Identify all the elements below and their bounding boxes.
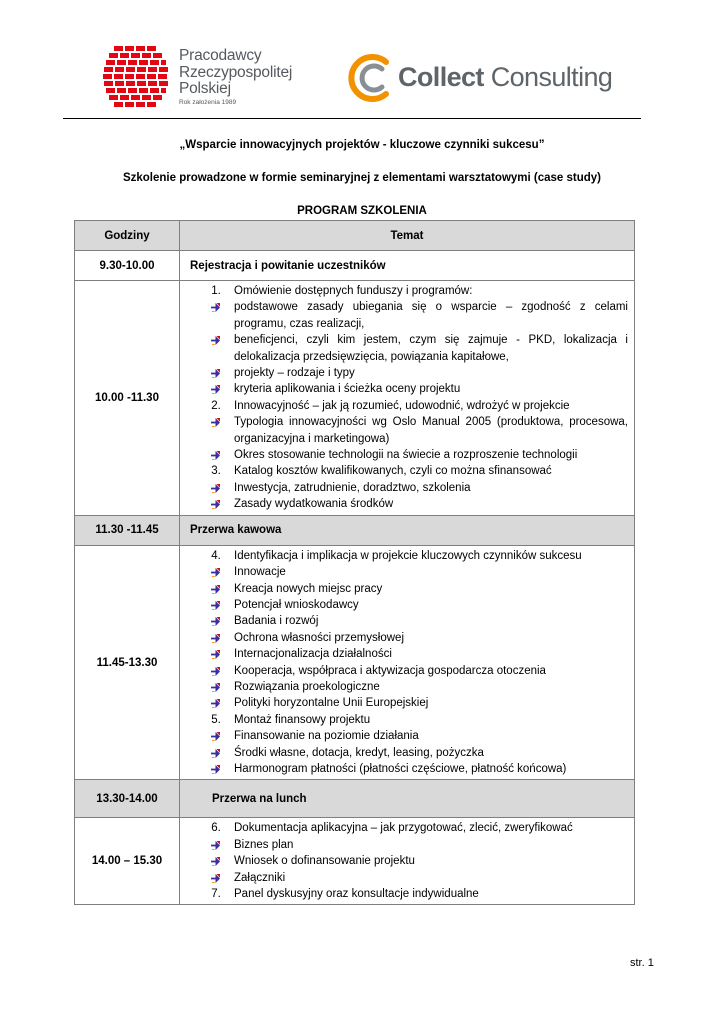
cc-logo-mark [346,52,398,104]
list-item-text: Biznes plan [234,838,294,851]
topic-cell: Rejestracja i powitanie uczestników [180,251,635,281]
list-item-text: Montaż finansowy projektu [234,713,371,726]
arrow-bullet-icon [211,765,220,774]
program-heading: PROGRAM SZKOLENIA [297,205,427,217]
prp-stripe [106,60,166,65]
time-cell: 14.00 – 15.30 [75,818,180,905]
arrow-bullet-icon [211,385,220,394]
list-item-text: Omówienie dostępnych funduszy i programów: [234,285,473,297]
list-item [204,332,628,365]
collect-consulting-logo [346,52,613,104]
time-cell: 11.45-13.30 [75,545,180,780]
topic-list [180,546,634,780]
list-item-text: Polityki horyzontalne Unii Europejskiej [234,697,429,710]
arrow-bullet-icon [211,585,220,594]
prp-stripe [114,46,158,51]
list-item [204,820,628,836]
header-cell-topic: Temat [180,221,635,251]
prp-stripe [109,95,163,100]
arrow-bullet-icon [211,749,220,758]
program-table [74,220,635,905]
time-cell: 10.00 -11.30 [75,281,180,516]
list-item [204,745,628,761]
list-item [204,663,628,679]
list-item [204,496,628,512]
arrow-bullet-icon [211,601,220,610]
list-item-text: Ochrona własności przemysłowej [234,631,405,644]
list-item-text: Zasady wydatkowania środków [234,498,394,511]
topic-list [180,818,634,904]
list-item-text: Załączniki [234,871,286,884]
arrow-bullet-icon [211,683,220,692]
arrow-bullet-icon [211,841,220,850]
prp-logo-text [179,48,292,98]
arrow-bullet-icon [211,617,220,626]
list-item [204,447,628,463]
page-number: str. 1 [630,957,654,969]
list-item [204,463,628,479]
list-item-text: projekty – rodzaje i typy [234,367,355,380]
cc-logo-name-bold: Collect [398,62,484,92]
table-row [75,281,635,516]
cc-logo-text [398,60,612,94]
arrow-bullet-icon [211,874,220,883]
arrow-bullet-icon [211,732,220,741]
list-item [204,381,628,397]
cc-logo-name-regular: Consulting [483,62,613,92]
list-item-text: Dokumentacja aplikacyjna – jak przygotować, zlecić, zweryfikować [234,822,573,835]
list-item-text: Wniosek o dofinansowanie projektu [234,855,415,868]
list-item [204,548,628,564]
topic-cell: Przerwa na lunch [180,780,635,818]
table-header-row [75,221,635,251]
arrow-bullet-icon [211,451,220,460]
list-item [204,695,628,711]
list-item-text: Kreacja nowych miejsc pracy [234,582,383,595]
list-item [204,480,628,496]
table-row [75,818,635,905]
topic-list [180,281,634,515]
list-item-text: beneficjenci, czyli kim jestem, czym się zajmuje - PKD, lokalizacja i delokalizacja przedsięwzięcia, powiązania kapitałowe, [234,334,628,363]
number-marker: 7. [211,888,221,900]
list-item-text: Środki własne, dotacja, kredyt, leasing, pożyczka [234,746,484,759]
program-table-body [75,221,635,905]
arrow-bullet-icon [211,667,220,676]
list-item [204,646,628,662]
list-item [204,398,628,414]
list-item-text: Okres stosowanie technologii na świecie a rozproszenie technologii [234,449,578,462]
arrow-bullet-icon [211,857,220,866]
document-subtitle: Szkolenie prowadzone w formie seminaryjnej z elementami warsztatowymi (case study) [122,172,602,184]
time-cell: 11.30 -11.45 [75,515,180,545]
number-marker: 4. [211,549,221,562]
arrow-bullet-icon [211,418,220,427]
number-marker: 1. [211,285,221,297]
table-row [75,515,635,545]
list-item-text: Kooperacja, współpraca i aktywizacja gospodarcza otoczenia [234,664,546,677]
list-item-text: Internacjonalizacja działalności [234,648,392,661]
arrow-bullet-icon [211,568,220,577]
prp-stripe [114,102,158,107]
arrow-bullet-icon [211,500,220,509]
list-item-text: Innowacyjność – jak ją rozumieć, udowodnić, wdrożyć w projekcie [234,399,570,412]
topic-cell: Przerwa kawowa [180,515,635,545]
topic-list-cell [180,545,635,780]
arrow-bullet-icon [211,699,220,708]
list-item-text: Typologia innowacyjności wg Oslo Manual 2005 (produktowa, procesowa, organizacyjna i marketingowa) [234,416,628,445]
list-item-text: Inwestycja, zatrudnienie, doradztwo, szkolenia [234,481,471,494]
number-marker: 5. [211,713,221,726]
prp-stripe [103,74,169,79]
list-item [204,679,628,695]
time-cell: 13.30-14.00 [75,780,180,818]
prp-stripe [104,81,168,86]
time-cell: 9.30-10.00 [75,251,180,281]
prp-stripe [109,53,163,58]
table-row [75,251,635,281]
list-item-text: Rozwiązania proekologiczne [234,680,380,693]
prp-founded-text: Rok założenia 1989 [179,99,237,106]
list-item-text: podstawowe zasady ubiegania się o wsparcie – zgodność z celami programu, czas realizacji, [234,301,628,330]
prp-logo-line-3: Polskiej [179,80,231,97]
topic-list-cell [180,818,635,905]
list-item [204,630,628,646]
list-item [204,761,628,777]
list-item [204,283,628,299]
list-item-text: Potencjał wnioskodawcy [234,598,359,611]
list-item-text: Katalog kosztów kwalifikowanych, czyli co można sfinansować [234,465,552,478]
list-item-text: Harmonogram płatności (płatności częściowe, płatność końcowa) [234,762,567,775]
table-row [75,780,635,818]
list-item [204,299,628,332]
arrow-bullet-icon [211,634,220,643]
arrow-bullet-icon [211,650,220,659]
number-marker: 6. [211,822,221,835]
header-cell-time: Godziny [75,221,180,251]
list-item-text: Panel dyskusyjny oraz konsultacje indywidualne [234,888,479,900]
prp-logo [103,44,293,110]
list-item [204,564,628,580]
header-divider [63,118,641,119]
list-item-text: Innowacje [234,566,286,579]
list-item [204,870,628,886]
list-item [204,365,628,381]
prp-logo-line-1: Pracodawcy [179,47,262,64]
prp-logo-line-2: Rzeczypospolitej [179,63,293,81]
list-item [204,837,628,853]
list-item [204,712,628,728]
arrow-bullet-icon [211,303,220,312]
list-item-text: Finansowanie na poziomie działania [234,730,419,743]
list-item [204,728,628,744]
prp-stripe [104,67,168,72]
list-item-text: kryteria aplikowania i ścieżka oceny projektu [234,383,461,396]
topic-list-cell [180,281,635,516]
list-item [204,886,628,902]
list-item [204,853,628,869]
table-row [75,545,635,780]
prp-stripes-graphic [103,44,169,110]
list-item [204,581,628,597]
document-title: „Wsparcie innowacyjnych projektów - kluczowe czynniki sukcesu” [179,139,545,151]
list-item-text: Identyfikacja i implikacja w projekcie kluczowych czynników sukcesu [234,549,582,562]
prp-stripe [106,88,166,93]
number-marker: 3. [211,465,221,478]
list-item-text: Badania i rozwój [234,615,319,628]
arrow-bullet-icon [211,484,220,493]
arrow-bullet-icon [211,369,220,378]
list-item [204,613,628,629]
list-item [204,597,628,613]
list-item [204,414,628,447]
arrow-bullet-icon [211,336,220,345]
number-marker: 2. [211,399,221,412]
